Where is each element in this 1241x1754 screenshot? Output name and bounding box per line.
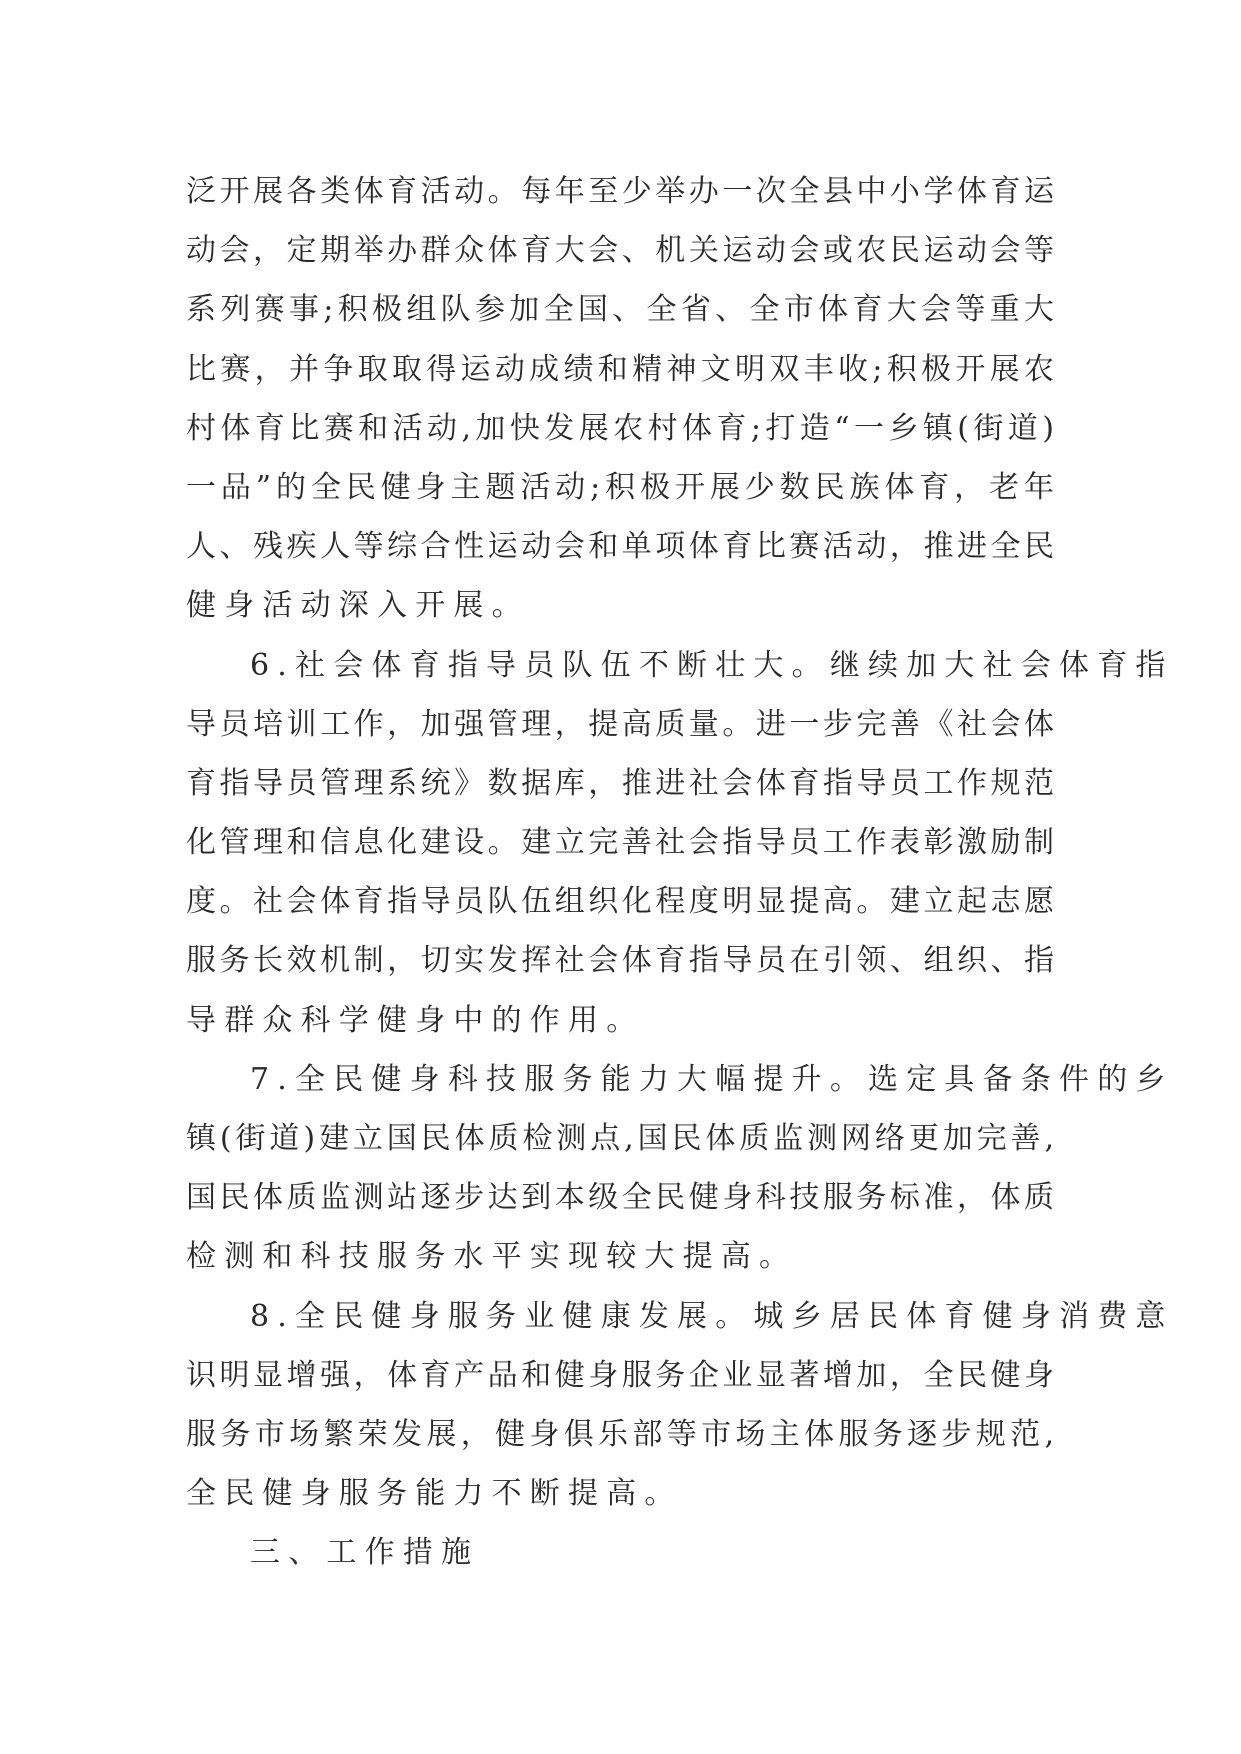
text-line: 动会，定期举办群众体育大会、机关运动会或农民运动会等	[186, 233, 1054, 269]
text-line: 导员培训工作，加强管理，提高质量。进一步完善《社会体	[186, 706, 1054, 742]
paragraph-sports-activities	[186, 162, 1054, 636]
text-line: 比赛，并争取取得运动成绩和精神文明双丰收;积极开展农	[186, 351, 1054, 387]
text-line: 村体育比赛和活动,加快发展农村体育;打造“一乡镇(街道)	[186, 410, 1054, 446]
text-line: 识明显增强，体育产品和健身服务企业显著增加，全民健身	[186, 1357, 1054, 1393]
text-line: 一品”的全民健身主题活动;积极开展少数民族体育，老年	[186, 469, 1054, 505]
text-line: 育指导员管理系统》数据库，推进社会体育指导员工作规范	[186, 765, 1054, 801]
paragraph-6-social-sports-instructors	[186, 636, 1174, 1050]
text-line: 服务长效机制，切实发挥社会体育指导员在引领、组织、指	[186, 943, 1054, 979]
text-line: 泛开展各类体育活动。每年至少举办一次全县中小学体育运	[186, 174, 1054, 209]
section-heading: 三、工作措施	[250, 1535, 480, 1571]
text-line: 检测和科技服务水平实现较大提高。	[186, 1239, 798, 1275]
text-line: 导群众科学健身中的作用。	[186, 1002, 645, 1038]
text-line: 化管理和信息化建设。建立完善社会指导员工作表彰激励制	[186, 825, 1054, 861]
text-line: 8.全民健身服务业健康发展。城乡居民体育健身消费意	[250, 1298, 1174, 1334]
paragraph-7-fitness-technology	[186, 1050, 1174, 1287]
text-line: 全民健身服务能力不断提高。	[186, 1476, 683, 1512]
text-line: 镇(街道)建立国民体质检测点,国民体质监测网络更加完善,	[186, 1121, 1054, 1156]
text-line: 健身活动深入开展。	[186, 588, 530, 624]
text-line: 度。社会体育指导员队伍组织化程度明显提高。建立起志愿	[186, 884, 1054, 920]
document-body	[186, 162, 1174, 1583]
text-line: 服务市场繁荣发展，健身俱乐部等市场主体服务逐步规范,	[186, 1416, 1054, 1452]
text-line: 系列赛事;积极组队参加全国、全省、全市体育大会等重大	[186, 292, 1054, 328]
text-line: 7.全民健身科技服务能力大幅提升。选定具备条件的乡	[250, 1061, 1174, 1097]
text-line: 人、残疾人等综合性运动会和单项体育比赛活动，推进全民	[186, 529, 1054, 565]
paragraph-8-fitness-service-industry	[186, 1287, 1174, 1524]
text-line: 国民体质监测站逐步达到本级全民健身科技服务标准，体质	[186, 1180, 1054, 1216]
text-line: 6.社会体育指导员队伍不断壮大。继续加大社会体育指	[250, 647, 1174, 683]
